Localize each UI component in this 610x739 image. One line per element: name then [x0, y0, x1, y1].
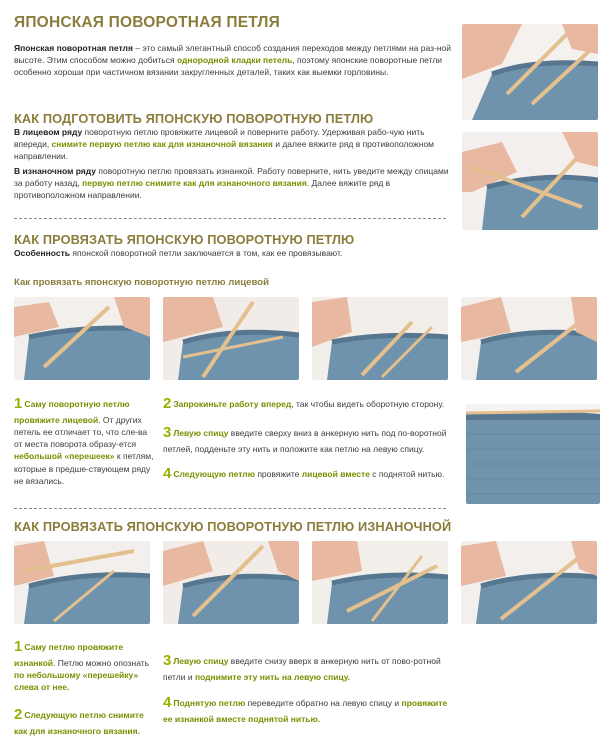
face-step-3 [163, 422, 448, 455]
purl-step-2-number: 2 [14, 706, 23, 723]
prepare-knit-term: В лицевом ряду [14, 127, 83, 137]
knit-feature-term: Особенность [14, 248, 70, 258]
face-step-4-text-1: провяжите [254, 469, 302, 479]
face-step-2-number: 2 [163, 395, 172, 412]
purl-step-3-highlight: Левую спицу [173, 656, 229, 666]
face-step-1-highlight-2: небольшой «перешеек» [14, 451, 115, 462]
face-step-2-highlight: Запрокиньте работу вперед [173, 399, 292, 409]
prepare-knit-highlight: снимите первую петлю как для изнаночной вязания [51, 139, 273, 150]
intro-highlight: однородной кладки петель [176, 55, 293, 66]
purl-step-3-highlight-2: поднимите эту нить на левую спицу. [194, 672, 351, 683]
face-step-2 [163, 393, 448, 414]
purl-step-2 [14, 704, 159, 737]
purl-step-1-highlight: Саму петлю провяжите изнанкой [14, 642, 124, 669]
face-step-1-text-1: . От других петель ее отличает то, что сле-ва от места поворота образу-ется [14, 415, 148, 450]
prepare-knit-text-2: и далее вяжите ряд в противоположном направлении. [14, 139, 435, 162]
prepare-purl-term: В изнаночном ряду [14, 166, 96, 176]
prepare-paragraph-purl [14, 165, 454, 201]
intro-text-1: – это самый элегантный способ создания переходов между петлями на раз-ной высоте. Этим способом можно добиться [14, 43, 451, 66]
section-heading-knit: КАК ПРОВЯЗАТЬ ЯПОНСКУЮ ПОВОРОТНУЮ ПЕТЛЮ [14, 232, 355, 247]
photo-purl-step-2 [163, 541, 299, 624]
purl-step-4-text: переведите обратно на левую спицу и [245, 698, 402, 708]
face-step-3-number: 3 [163, 424, 172, 441]
prepare-paragraph-knit [14, 126, 454, 162]
page-title: ЯПОНСКАЯ ПОВОРОТНАЯ ПЕТЛЯ [14, 14, 280, 31]
purl-step-2-highlight: Следующую петлю снимите как для изнаночного вязания. [14, 710, 144, 737]
purl-step-3-text: введите снизу вверх в анкерную нить от пово-ротной петли и [163, 656, 441, 683]
purl-step-1-number: 1 [14, 638, 23, 655]
prepare-knit-text-1: поворотную петлю провяжите лицевой и поверните работу. Удерживая рабо-чую нить впереди, [14, 127, 425, 150]
prepare-purl-text-2: . Далее вяжите ряд в противоположном направлении. [14, 178, 391, 201]
knit-feature-text: японской поворотной петли заключается в том, как ее провязывают. [69, 248, 343, 258]
purl-step-1-highlight-2: по небольшому «перешейку» слева от нее. [14, 670, 139, 693]
photo-purl-step-4 [461, 541, 597, 624]
purl-step-4-highlight-2: провяжите ее изнанкой вместе поднятой нитью. [163, 698, 448, 725]
photo-face-step-1 [14, 297, 150, 380]
divider-1 [14, 218, 446, 219]
photo-face-step-2 [163, 297, 299, 380]
intro-text-2: , поэтому японские поворотные петли особенно хороши при частичном вязании закругленных деталей, таких как выемки горловины. [14, 55, 443, 78]
face-step-4-number: 4 [163, 465, 172, 482]
purl-step-4 [163, 692, 448, 725]
face-step-3-highlight: Левую спицу [173, 428, 229, 438]
purl-step-3 [163, 650, 448, 683]
purl-step-3-number: 3 [163, 652, 172, 669]
intro-term: Японская поворотная петля [14, 43, 133, 53]
divider-2 [14, 508, 446, 509]
face-step-4-highlight-2: лицевой вместе [301, 469, 370, 479]
purl-step-4-highlight: Поднятую петлю [173, 698, 246, 708]
intro-paragraph [14, 42, 454, 78]
prepare-purl-highlight: первую петлю снимите как для изнаночного вязания [82, 178, 307, 189]
face-step-1-highlight: Саму поворотную петлю провяжите лицевой [14, 399, 130, 426]
photo-prepare-knit-row [462, 24, 598, 120]
purl-step-1 [14, 636, 159, 693]
face-step-1-text-2: к петлям, которые в предше-ствующем ряду не вязались. [14, 451, 154, 486]
face-step-3-text: введите сверху вниз в анкерную нить под по-воротной петлей, подденьте эту нить и положите как петлю на левую спицу. [163, 428, 447, 455]
photo-purl-step-3 [312, 541, 448, 624]
purl-step-1-text: . Петлю можно опознать [53, 658, 150, 669]
face-step-1 [14, 393, 154, 487]
section-heading-prepare: КАК ПОДГОТОВИТЬ ЯПОНСКУЮ ПОВОРОТНУЮ ПЕТЛЮ [14, 111, 374, 126]
subheading-face: Как провязать японскую поворотную петлю лицевой [14, 277, 270, 288]
photo-face-step-3 [312, 297, 448, 380]
prepare-purl-text-1: поворотную петлю провязать изнанкой. Работу поверните, нить уведите между спицами за работу назад, [14, 166, 449, 189]
face-step-1-number: 1 [14, 395, 23, 412]
section-heading-purl: КАК ПРОВЯЗАТЬ ЯПОНСКУЮ ПОВОРОТНУЮ ПЕТЛЮ ИЗНАНОЧНОЙ [14, 519, 452, 534]
photo-face-step-4 [461, 297, 597, 380]
photo-purl-step-1 [14, 541, 150, 624]
photo-knit-swatch [466, 404, 600, 504]
face-step-2-text: , так чтобы видеть оборотную сторону. [291, 399, 445, 409]
purl-step-4-number: 4 [163, 694, 172, 711]
photo-prepare-purl-row [462, 132, 598, 230]
face-step-4 [163, 463, 448, 484]
knit-feature-paragraph [14, 247, 454, 259]
face-step-4-text-2: с поднятой нитью. [369, 469, 445, 479]
face-step-4-highlight: Следующую петлю [173, 469, 255, 479]
